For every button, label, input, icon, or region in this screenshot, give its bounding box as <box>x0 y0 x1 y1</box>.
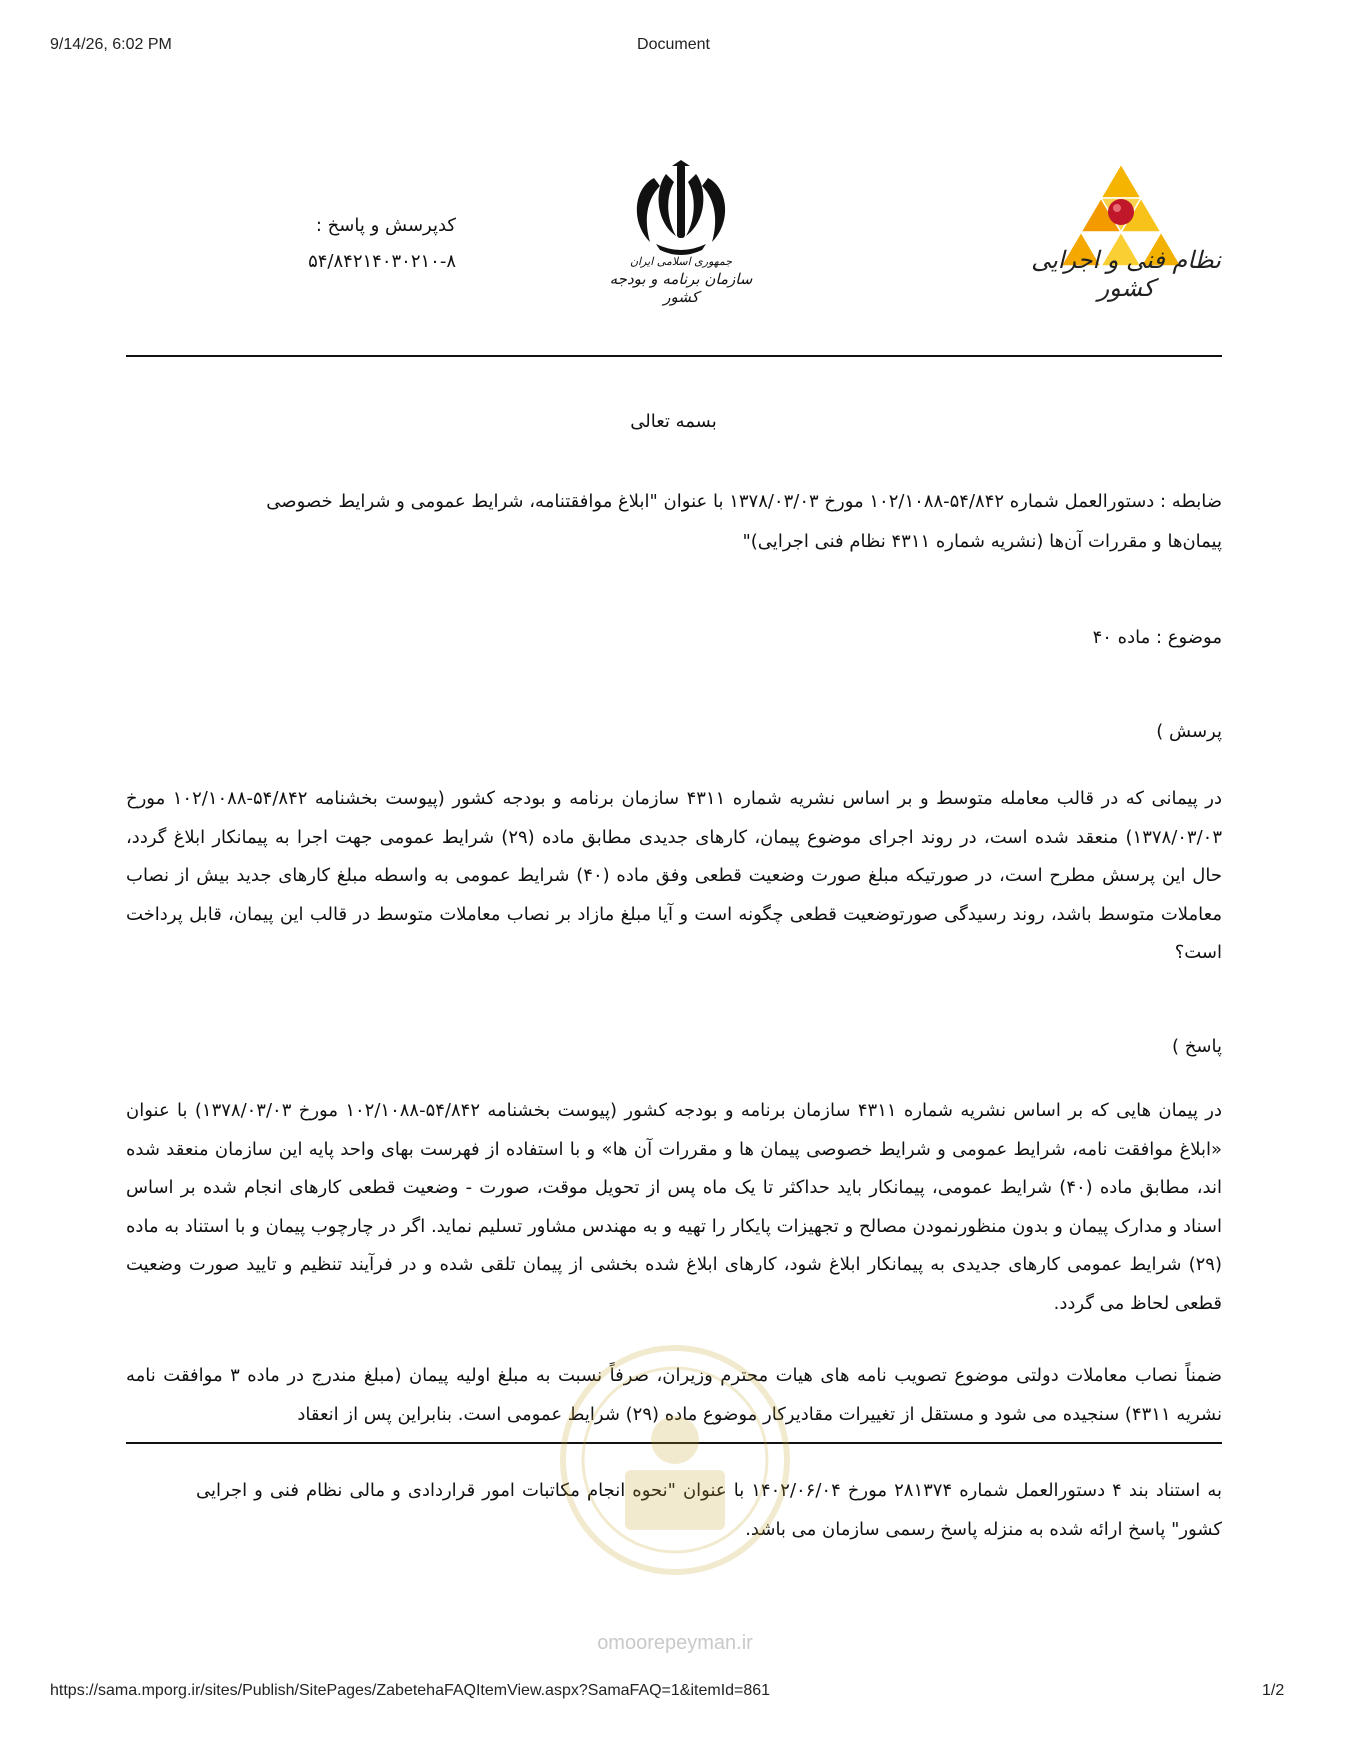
technical-system-name: نظام فنی و اجرایی کشور <box>1031 246 1221 302</box>
inquiry-code-label: کدپرسش و پاسخ : <box>315 215 456 236</box>
subject-line: موضوع : ماده ۴۰ <box>1092 627 1222 648</box>
watermark-text: omoorepeyman.ir <box>597 1632 753 1654</box>
answer-paragraph-2: ضمناً نصاب معاملات دولتی موضوع تصویب نامه های هیات محترم وزیران، صرفاً نسبت به مبلغ اولیه پیمان (مبلغ مندرج در ماده ۳ موافقت نامه نشریه ۴۳۱۱) سنجیده می شود و مستقل از تغییرات مقادیرکار موضوع ماده (۲۹) شرایط عمومی است. بنابراین پس از انعقاد <box>126 1365 1222 1425</box>
regulation-reference <box>126 482 1222 562</box>
source-url[interactable]: https://sama.mporg.ir/sites/Publish/SitePages/ZabetehaFAQItemView.aspx?SamaFAQ=1&itemId=861 <box>50 1682 771 1699</box>
print-document-title: Document <box>637 36 710 53</box>
regulation-line-1: ضابطه : دستورالعمل شماره ۵۴/۸۴۲-۱۰۲/۱۰۸۸ مورخ ۱۳۷۸/۰۳/۰۳ با عنوان "ابلاغ موافقتنامه، شرایط عمومی و شرایط خصوصی <box>266 491 1222 512</box>
answer-heading: پاسخ ) <box>1172 1036 1222 1057</box>
seal-watermark-icon <box>555 1340 795 1580</box>
print-header <box>0 36 1347 56</box>
emblem-caption-organization: سازمان برنامه و بودجه کشور <box>609 270 753 306</box>
question-text: در پیمانی که در قالب معامله متوسط و بر اساس نشریه شماره ۴۳۱۱ سازمان برنامه و بودجه کشور (پیوست بخشنامه ۵۴/۸۴۲-۱۰۲/۱۰۸۸ مورخ ۱۳۷۸/۰۳/۰۳) منعقد شده است، در روند اجرای موضوع پیمان، کارهای جدیدی مطابق ماده (۲۹) شرایط عمومی جهت اجرا به پیمانکار ابلاغ گردد، حال این پرسش مطرح است، در صورتیکه مبلغ صورت وضعیت قطعی وفق ماده (۴۰) شرایط عمومی به واسطه مبلغ کارهای جدید بیش از نصاب معاملات متوسط باشد، روند رسیدگی صورتوضعیت قطعی چگونه است و آیا مبلغ مازاد بر نصاب معاملات متوسط در قالب این پیمان، قابل پرداخت است؟ <box>126 788 1223 963</box>
emblem-caption <box>596 255 766 306</box>
question-heading: پرسش ) <box>1156 721 1222 742</box>
print-datetime: 9/14/26, 6:02 PM <box>50 36 172 53</box>
header-divider <box>126 355 1222 357</box>
page-number: 1/2 <box>1262 1682 1285 1699</box>
emblem-caption-country: جمهوری اسلامی ایران <box>629 255 733 268</box>
basmala: بسمه تعالی <box>630 411 717 432</box>
inquiry-code-value: ۵۴/۸۴۲۱۴۰۳۰۲۱۰-۸ <box>308 251 456 272</box>
inquiry-code-block <box>236 208 456 280</box>
answer-paragraph-1: در پیمان هایی که بر اساس نشریه شماره ۴۳۱۱ سازمان برنامه و بودجه کشور (پیوست بخشنامه ۵۴/۸۴۲-۱۰۲/۱۰۸۸ مورخ ۱۳۷۸/۰۳/۰۳) با عنوان «ابلاغ موافقت نامه، شرایط عمومی و شرایط خصوصی پیمان ها و مقررات آن ها» و با استفاده از فهرست بهای واحد پایه این سازمان منعقد شده اند، مطابق ماده (۴۰) شرایط عمومی، پیمانکار باید حداکثر تا یک ماه پس از تحویل موقت، صورت - وضعیت قطعی کارهای انجام شده بر اساس اسناد و مدارک پیمان و بدون منظورنمودن مصالح و تجهیزات پایکار را تهیه و به مهندس مشاور تسلیم نماید. اگر در چارچوب پیمان و با استناد به ماده (۲۹) شرایط عمومی کارهای جدیدی به پیمانکار ابلاغ شود، کارهای ابلاغ شده بخشی از پیمان تلقی شده و در فرآیند تنظیم و تایید صورت وضعیت قطعی لحاظ می گردد. <box>126 1100 1223 1314</box>
regulation-line-2: پیمان‌ها و مقررات آن‌ها (نشریه شماره ۴۳۱۱ نظام فنی اجرایی)" <box>742 531 1222 552</box>
letterhead <box>126 150 1222 330</box>
official-footnote: به استناد بند ۴ دستورالعمل شماره ۲۸۱۳۷۴ مورخ ۱۴۰۲/۰۶/۰۴ با عنوان "نحوه انجام مکاتبات امور قراردادی و مالی نظام فنی و اجرایی کشور" پاسخ ارائه شده به منزله پاسخ رسمی سازمان می باشد. <box>196 1480 1222 1540</box>
